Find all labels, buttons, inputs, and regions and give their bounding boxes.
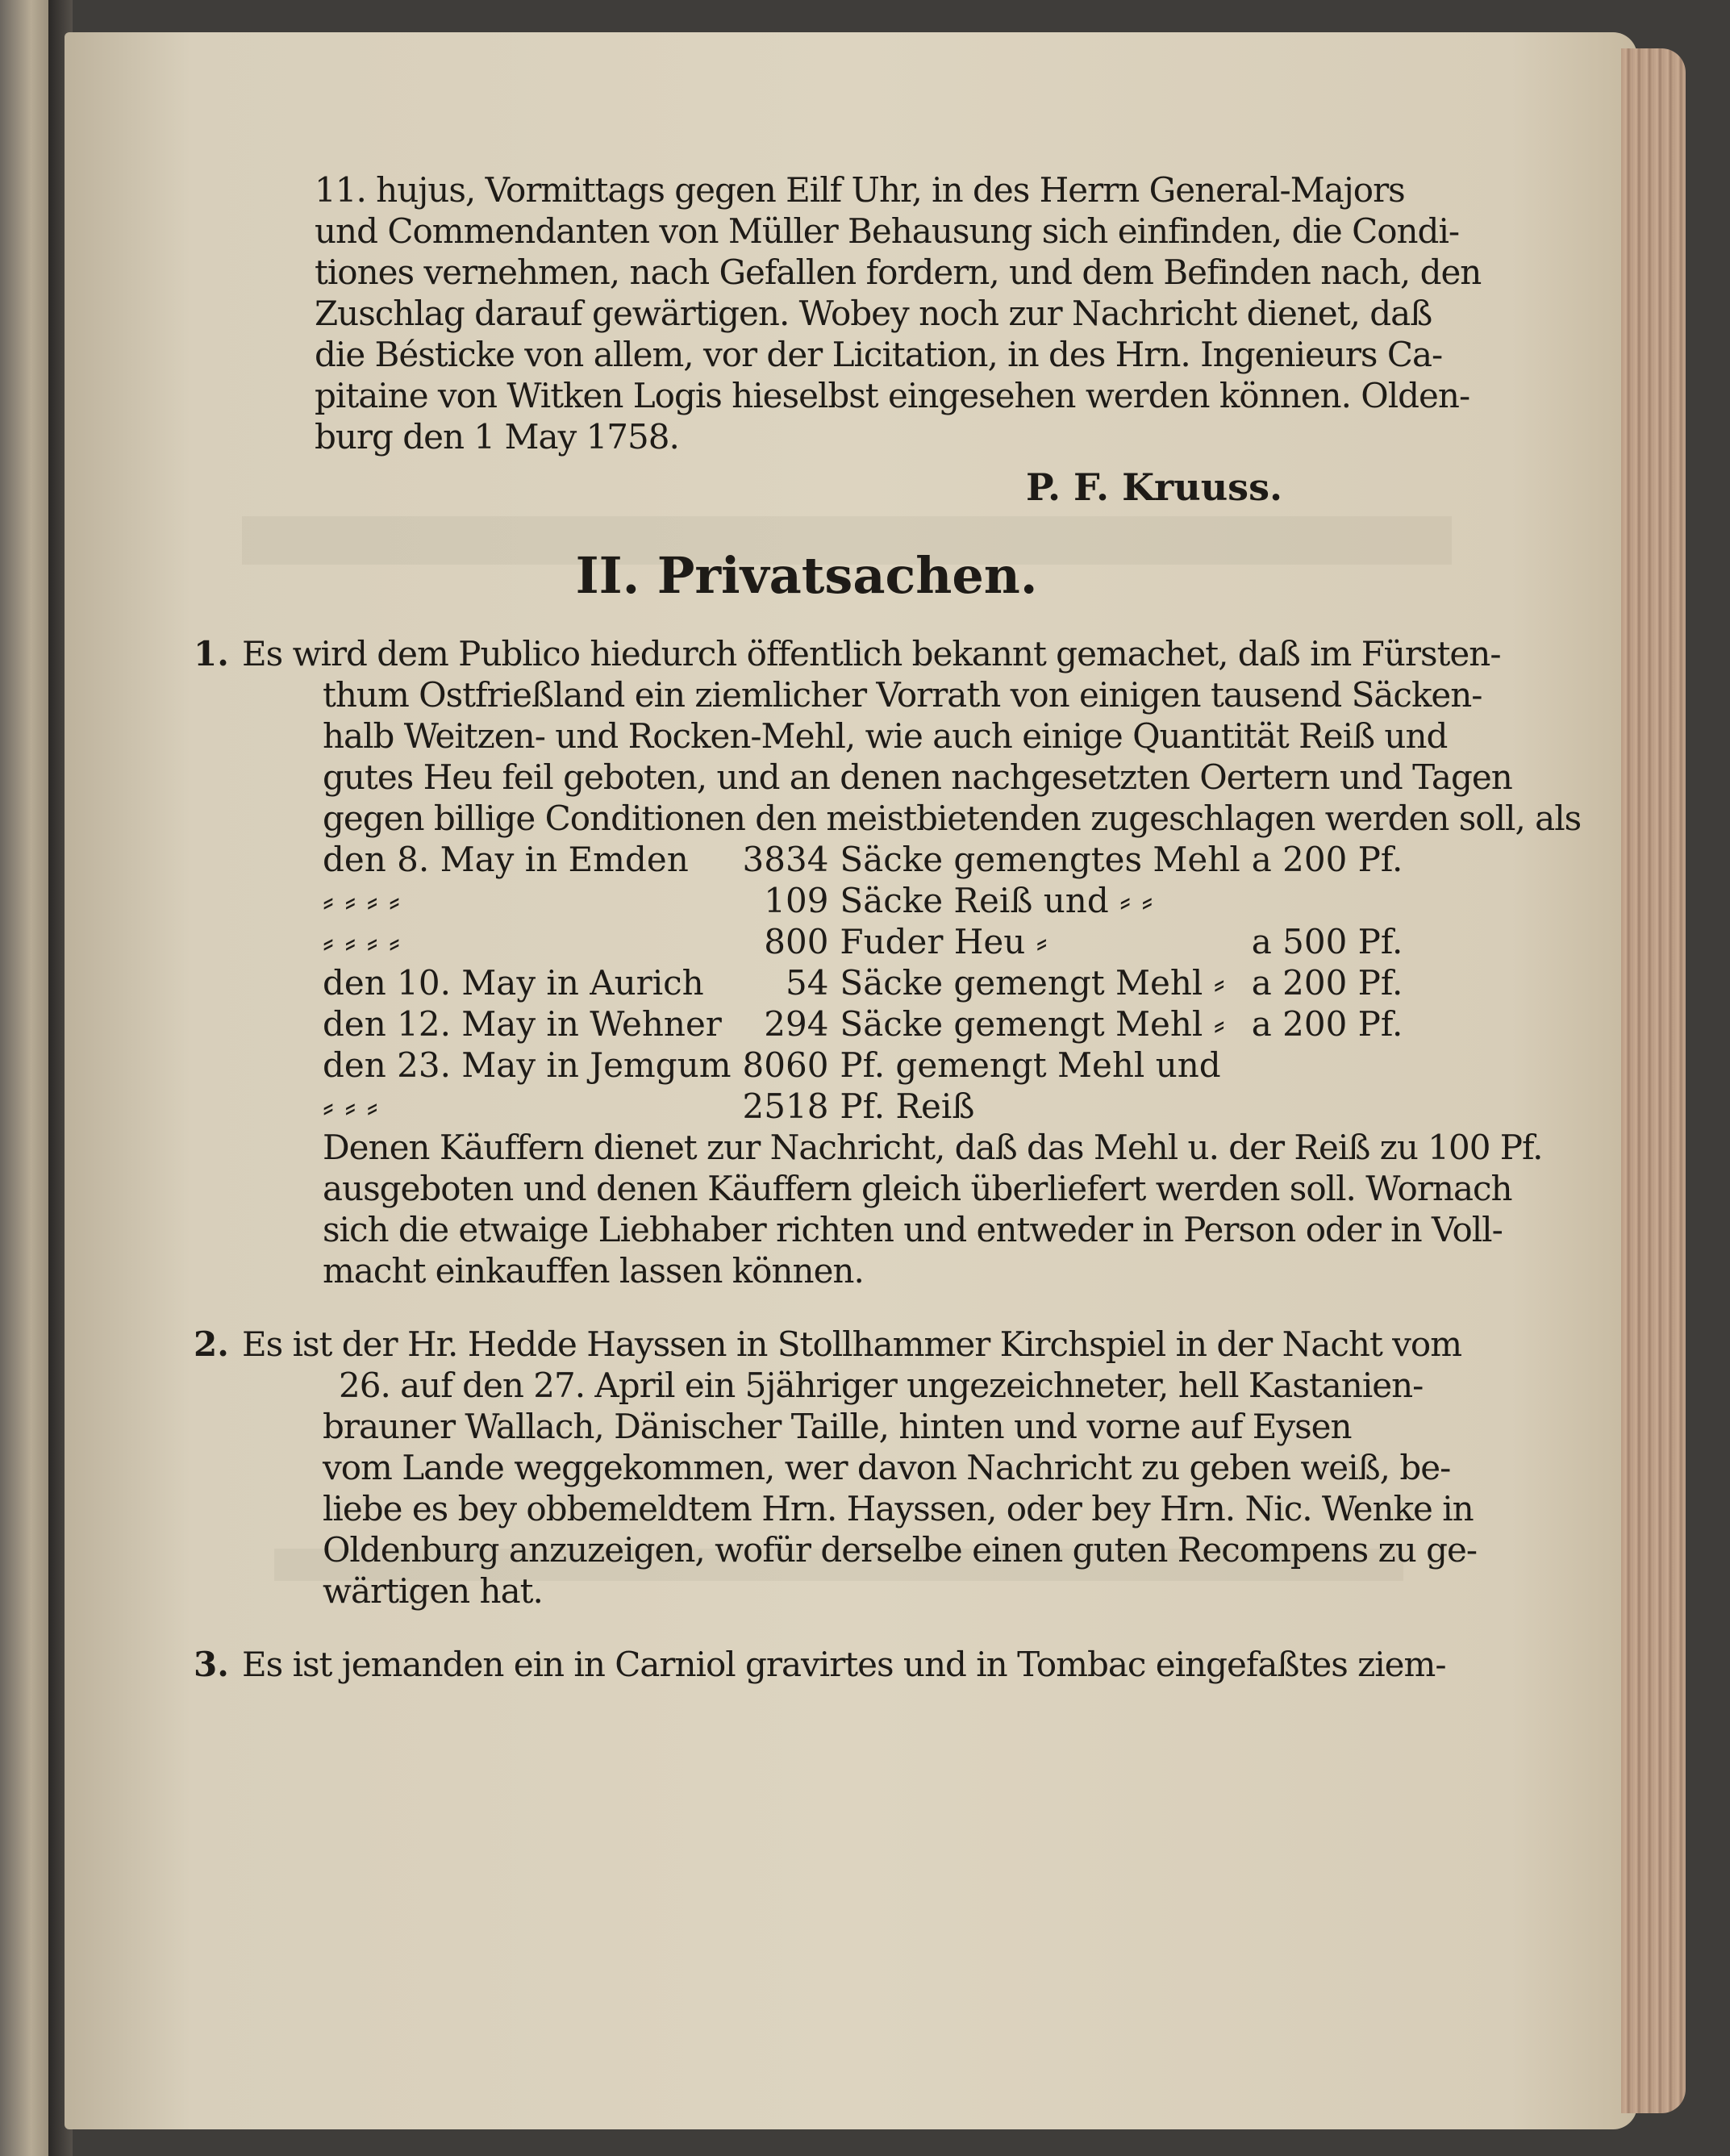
notice-item-1 (194, 633, 1582, 1291)
continuation-paragraph (315, 169, 1482, 509)
text-line: und Commendanten von Müller Behausung sich einfinden, die Condi- (315, 211, 1460, 251)
row-desc: Säcke gemengt Mehl ⸗ (840, 1004, 1225, 1044)
row-desc: Fuder Heu ⸗ (840, 922, 1048, 961)
item-number: 3. (194, 1645, 229, 1684)
row-qty: 3834 (742, 840, 829, 879)
row-price: a 200 Pf. (1251, 840, 1403, 879)
text-line: die Bésticke von allem, vor der Licitation, in des Hrn. Ingenieurs Ca- (315, 335, 1443, 374)
text-line: vom Lande weggekommen, wer davon Nachricht zu geben weiß, be- (323, 1448, 1451, 1487)
page-edges (1621, 48, 1686, 2113)
stock-table (323, 839, 1414, 1127)
row-desc: Pf. Reiß (840, 1086, 975, 1126)
text-line: Es ist jemanden ein in Carniol gravirtes und in Tombac eingefaßtes ziem- (242, 1645, 1446, 1684)
row-qty: 2518 (742, 1086, 829, 1126)
text-line: 26. auf den 27. April ein 5jähriger ungezeichneter, hell Kastanien- (339, 1366, 1424, 1405)
item-number: 2. (194, 1324, 229, 1364)
text-line: Es wird dem Publico hiedurch öffentlich bekannt gemachet, daß im Fürsten- (242, 634, 1501, 673)
text-line: liebe es bey obbemeldtem Hrn. Hayssen, oder bey Hrn. Nic. Wenke in (323, 1489, 1474, 1528)
row-date: ⸗ ⸗ ⸗ ⸗ (323, 922, 400, 961)
row-desc: Säcke gemengt Mehl ⸗ (840, 963, 1225, 1003)
row-date: ⸗ ⸗ ⸗ ⸗ (323, 881, 400, 920)
text-line: macht einkauffen lassen können. (323, 1251, 864, 1291)
row-qty: 800 (764, 922, 829, 961)
text-line: brauner Wallach, Dänischer Taille, hinten und vorne auf Eysen (323, 1407, 1352, 1446)
row-desc: Säcke Reiß und ⸗ ⸗ (840, 881, 1153, 920)
text-line: Zuschlag darauf gewärtigen. Wobey noch zur Nachricht dienet, daß (315, 294, 1432, 333)
text-line: Es ist der Hr. Hedde Hayssen in Stollhammer Kirchspiel in der Nacht vom (242, 1324, 1462, 1364)
row-date: den 12. May in Wehner (323, 1004, 722, 1044)
row-qty: 54 (785, 963, 829, 1003)
section-heading: II. Privatsachen. (575, 546, 1038, 605)
row-date: den 8. May in Emden (323, 840, 689, 879)
row-price: a 500 Pf. (1251, 922, 1403, 961)
row-date: ⸗ ⸗ ⸗ (323, 1086, 378, 1126)
text-line: 11. hujus, Vormittags gegen Eilf Uhr, in des Herrn General-Majors (315, 170, 1405, 210)
text-line: gutes Heu feil geboten, und an denen nachgesetzten Oertern und Tagen (323, 757, 1512, 797)
row-price (1252, 880, 1415, 921)
row-qty: 294 (764, 1004, 829, 1044)
row-qty: 8060 (742, 1045, 829, 1085)
table-row (323, 839, 1414, 880)
notice-item-2 (194, 1324, 1478, 1612)
text-line: Denen Käuffern dienet zur Nachricht, daß das Mehl u. der Reiß zu 100 Pf. (323, 1128, 1543, 1167)
row-qty: 109 (764, 881, 829, 920)
signature: P. F. Kruuss. (1026, 465, 1282, 509)
text-line: sich die etwaige Liebhaber richten und entweder in Person oder in Voll- (323, 1210, 1503, 1249)
text-line: tiones vernehmen, nach Gefallen fordern, und dem Befinden nach, den (315, 252, 1482, 292)
text-line: thum Ostfrießland ein ziemlicher Vorrath von einigen tausend Säcken- (323, 675, 1482, 715)
notice-item-3 (194, 1644, 1446, 1685)
row-price (1252, 1086, 1415, 1127)
row-date: den 10. May in Aurich (323, 963, 704, 1003)
text-line: burg den 1 May 1758. (315, 417, 679, 457)
table-row (323, 1086, 1414, 1127)
row-desc: Pf. gemengt Mehl und (840, 1045, 1221, 1085)
text-line: wärtigen hat. (323, 1571, 543, 1611)
row-price: a 200 Pf. (1251, 963, 1403, 1003)
item-number: 1. (194, 634, 229, 673)
row-price: a 200 Pf. (1251, 1004, 1403, 1044)
table-row (323, 880, 1414, 921)
text-line: halb Weitzen- und Rocken-Mehl, wie auch einige Quantität Reiß und (323, 716, 1448, 756)
text-line: gegen billige Conditionen den meistbietenden zugeschlagen werden soll, als (323, 799, 1582, 838)
row-desc: Säcke gemengtes Mehl (840, 840, 1240, 879)
row-date: den 23. May in Jemgum (323, 1045, 732, 1085)
text-line: Oldenburg anzuzeigen, wofür derselbe einen guten Recompens zu ge- (323, 1530, 1478, 1570)
table-row (323, 1003, 1414, 1045)
text-line: ausgeboten und denen Käuffern gleich überliefert werden soll. Wornach (323, 1169, 1512, 1208)
row-price (1252, 1045, 1415, 1086)
table-row (323, 921, 1414, 962)
table-row (323, 962, 1414, 1003)
page-text (194, 169, 1582, 1685)
table-row (323, 1045, 1414, 1086)
text-line: pitaine von Witken Logis hieselbst eingesehen werden können. Olden- (315, 376, 1470, 415)
